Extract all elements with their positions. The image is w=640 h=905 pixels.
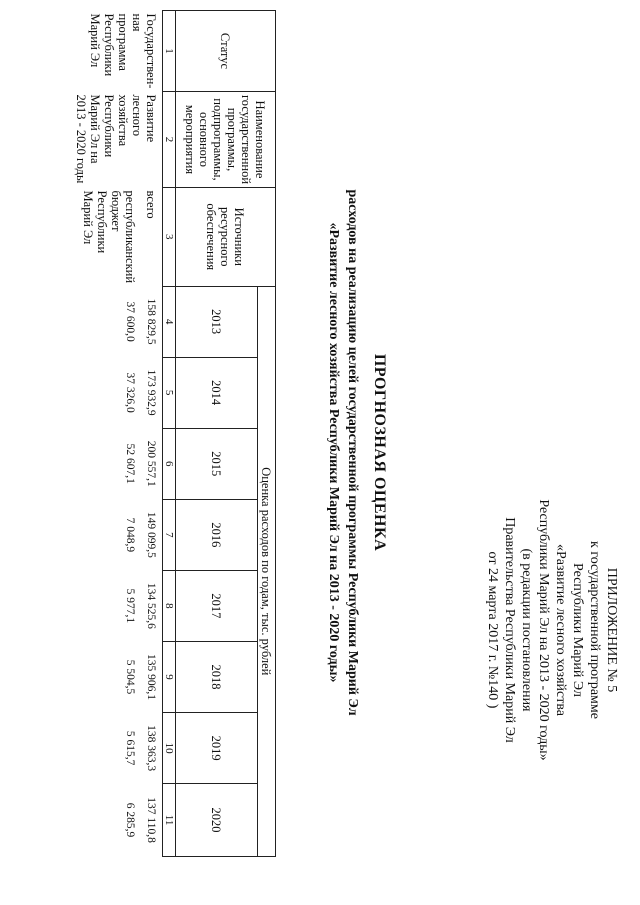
column-number: 2	[163, 91, 176, 187]
expense-table	[73, 10, 276, 857]
document-title	[324, 0, 390, 905]
value-cell: 158 829,5	[145, 298, 157, 345]
appendix-line: Республики Марий Эл	[570, 563, 585, 697]
column-number: 11	[163, 784, 176, 857]
value-cell: 173 932,9	[145, 369, 157, 416]
appendix-line: (в редакции постановления	[519, 548, 534, 712]
row-status: Государствен-ная программа Республики Марий Эл	[88, 13, 158, 89]
title-main: ПРОГНОЗНАЯ ОЦЕНКА	[371, 353, 388, 552]
header-year: 2020	[176, 784, 258, 857]
value-cell: 52 607,1	[123, 443, 136, 484]
header-status: Статус	[176, 11, 276, 92]
header-sources: Источники ресурсного обеспечения	[176, 188, 276, 287]
value-cell: 37 326,0	[123, 372, 136, 413]
value-cell: 5 615,7	[123, 730, 136, 766]
column-number: 1	[163, 11, 176, 92]
appendix-line: Правительства Республики Марий Эл	[502, 517, 517, 743]
value-cell: 149 099,5	[145, 511, 157, 558]
appendix-block	[484, 440, 620, 820]
title-sub-1: расходов на реализацию целей государственной программы Республики Марий Эл	[345, 189, 360, 716]
appendix-line: Республики Марий Эл на 2013 - 2020 годы»	[536, 499, 551, 761]
column-number: 9	[163, 641, 176, 712]
value-cell: 138 363,3	[145, 725, 157, 772]
appendix-line: к государственной программе	[587, 541, 602, 719]
value-cell: 5 977,1	[123, 588, 136, 624]
row-source: всего	[144, 190, 158, 219]
title-sub-2: «Развитие лесного хозяйства Республики Марий Эл на 2013 - 2020 годы»	[326, 222, 341, 683]
value-cell: 137 110,8	[145, 797, 157, 843]
column-number: 3	[163, 188, 176, 287]
appendix-line: от 24 марта 2017 г. №140 )	[485, 551, 500, 709]
column-number: 5	[163, 357, 176, 428]
header-estimate: Оценка расходов по годам, тыс. рублей	[258, 286, 276, 856]
value-cell: 5 504,5	[123, 659, 136, 695]
value-cell: 37 600,0	[123, 301, 136, 342]
column-number: 7	[163, 499, 176, 570]
header-year: 2019	[176, 713, 258, 784]
header-year: 2016	[176, 499, 258, 570]
appendix-line: ПРИЛОЖЕНИЕ № 5	[604, 567, 619, 693]
column-number: 10	[163, 713, 176, 784]
header-year: 2018	[176, 641, 258, 712]
header-year: 2013	[176, 286, 258, 357]
value-cell: 200 557,1	[145, 440, 157, 487]
column-number: 8	[163, 570, 176, 641]
header-name: Наименование государственной программы, подпрограммы, основного мероприятия	[176, 91, 276, 187]
header-year: 2014	[176, 357, 258, 428]
value-cell: 6 285,9	[123, 802, 136, 838]
row-source: республиканский бюджет Республики Марий Эл	[80, 190, 137, 284]
value-cell: 7 048,9	[123, 517, 136, 553]
row-name: Развитие лесного хозяйства Республики Марий Эл на 2013 - 2020 годы	[74, 94, 158, 184]
column-number: 6	[163, 428, 176, 499]
column-number: 4	[163, 286, 176, 357]
appendix-line: «Развитие лесного хозяйства	[553, 543, 568, 716]
value-cell: 134 525,6	[145, 582, 157, 629]
table-row	[141, 11, 163, 857]
value-cell: 135 906,1	[145, 653, 157, 700]
header-year: 2015	[176, 428, 258, 499]
header-year: 2017	[176, 570, 258, 641]
